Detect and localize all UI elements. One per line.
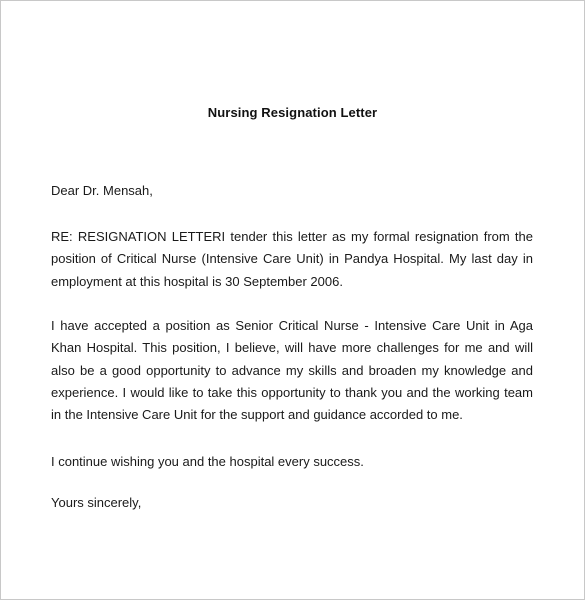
salutation: Dear Dr. Mensah, [51, 183, 153, 198]
paragraph-well-wishes: I continue wishing you and the hospital every success. [51, 454, 364, 469]
paragraph-new-position: I have accepted a position as Senior Critical Nurse - Intensive Care Unit in Aga Khan Hospital. This position, I believe, will have more challenges for me and will also be a good opportunity to advance my skills and broaden my knowledge and experience. I would like to take this opportunity to thank you and the working team in the Intensive Care Unit for the support and guidance accorded to me. [51, 318, 533, 423]
letter-title: Nursing Resignation Letter [207, 105, 378, 120]
closing: Yours sincerely, [51, 495, 142, 510]
paragraph-resignation-notice: RE: RESIGNATION LETTERI tender this letter as my formal resignation from the position of Critical Nurse (Intensive Care Unit) in Pandya Hospital. My last day in employment at this hospital is 30 September 2006. [51, 229, 533, 289]
